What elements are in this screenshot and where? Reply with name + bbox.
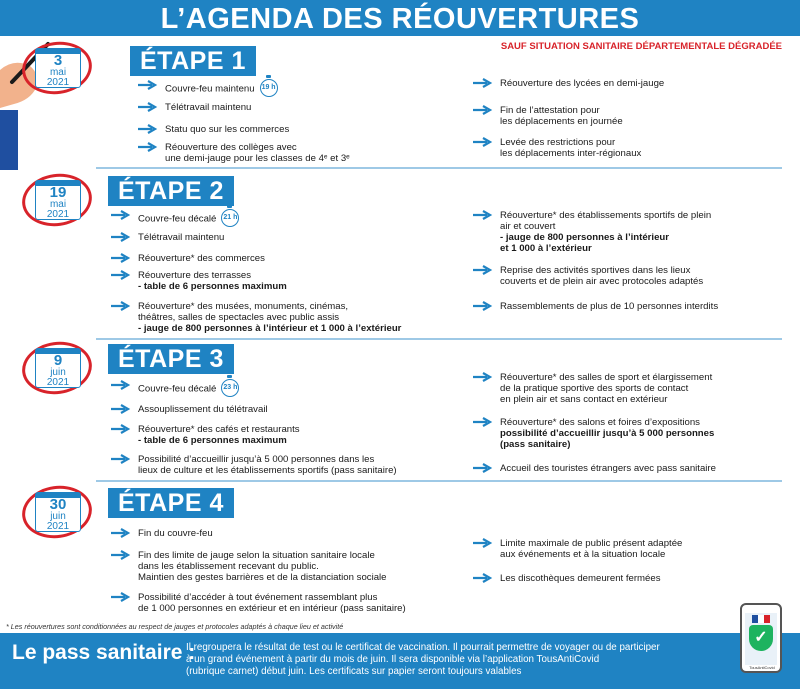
page-subtitle: SAUF SITUATION SANITAIRE DÉPARTEMENTALE DÉGRADÉE	[500, 41, 782, 52]
stage-4	[0, 482, 800, 622]
arrow-icon	[111, 380, 131, 390]
list-item: Couvre-feu décalé 21 h	[138, 210, 239, 228]
arrow-icon	[473, 210, 493, 220]
list-item: Fin du couvre-feu	[138, 528, 213, 539]
calendar-sheet	[35, 48, 81, 88]
arrow-icon	[473, 137, 493, 147]
arrow-icon	[111, 424, 131, 434]
list-item: Reprise des activités sportives dans les lieux couverts et de plein air avec protocoles adaptés	[500, 265, 703, 287]
date-month: juin	[50, 367, 66, 378]
arrow-icon	[111, 592, 131, 602]
arrow-icon	[473, 78, 493, 88]
date-day: 9	[53, 352, 63, 369]
arrow-icon	[473, 417, 493, 427]
pass-description: Il regroupera le résultat de test ou le certificat de vaccination. Il pourrait permettre de voyager ou de participer à un grand événement à partir du mois de juin. Il sera disponible via l’application TousAntiCovid (rubrique carnet) début juin. Les certificats sur papier seront toujours valables	[186, 642, 660, 677]
calendar-icon	[22, 486, 102, 538]
arrow-icon	[111, 404, 131, 414]
divider	[96, 167, 782, 169]
flag-icon	[752, 615, 770, 623]
list-item: Télétravail maintenu	[165, 102, 251, 113]
pass-sanitaire-band	[0, 633, 800, 689]
calendar-icon	[22, 342, 102, 394]
arrow-icon	[473, 105, 493, 115]
stage-3	[0, 340, 800, 482]
list-item: Réouverture des terrasses - table de 6 personnes maximum	[138, 270, 287, 292]
list-item: Réouverture* des établissements sportifs de plein air et couvert - jauge de 800 personnes à l’intérieur et 1 000 à l’extérieur	[500, 210, 711, 254]
list-item: Levée des restrictions pour les déplacements inter-régionaux	[500, 137, 641, 159]
arrow-icon	[111, 528, 131, 538]
list-item: Fin de l’attestation pour les déplacements en journée	[500, 105, 623, 127]
stage-title: ÉTAPE 4	[108, 488, 234, 518]
list-item: Accueil des touristes étrangers avec pass sanitaire	[500, 463, 716, 474]
arrow-icon	[138, 124, 158, 134]
list-item: Télétravail maintenu	[138, 232, 224, 243]
stage-title: ÉTAPE 3	[108, 344, 234, 374]
list-item: Fin des limite de jauge selon la situation sanitaire locale dans les établissement recevant du public. Maintien des gestes barrières et de la distanciation sociale	[138, 550, 387, 583]
list-item: Réouverture des lycées en demi-jauge	[500, 78, 664, 89]
list-item: Réouverture* des musées, monuments, cinémas, théâtres, salles de spectacles avec public assis - jauge de 800 personnes à l’intérieur et 1 000 à l’extérieur	[138, 301, 401, 334]
date-year: 2021	[46, 521, 70, 532]
arrow-icon	[138, 80, 158, 90]
date-year: 2021	[46, 377, 70, 388]
arrow-icon	[473, 301, 493, 311]
list-item: Couvre-feu décalé 23 h	[138, 380, 239, 398]
arrow-icon	[111, 253, 131, 263]
list-item: Couvre-feu maintenu 19 h	[165, 80, 278, 98]
stage-title: ÉTAPE 1	[130, 46, 256, 76]
list-item: Réouverture* des cafés et restaurants - table de 6 personnes maximum	[138, 424, 300, 446]
date-month: mai	[49, 199, 67, 210]
arrow-icon	[473, 538, 493, 548]
list-item: Réouverture* des commerces	[138, 253, 265, 264]
check-shield-icon: ✓	[749, 625, 773, 651]
page-title: L’AGENDA DES RÉOUVERTURES	[160, 3, 640, 35]
app-name: TousAntiCovid	[749, 665, 775, 670]
list-item: Possibilité d’accéder à tout événement rassemblant plus de 1 000 personnes en extérieur et en intérieur (pass sanitaire)	[138, 592, 406, 614]
list-item: Réouverture des collèges avec une demi-jauge pour les classes de 4ᵉ et 3ᵉ	[165, 142, 350, 164]
calendar-sheet	[35, 492, 81, 532]
phone-app-icon	[740, 603, 782, 673]
list-item: Limite maximale de public présent adaptée aux événements et à la situation locale	[500, 538, 682, 560]
arrow-icon	[111, 210, 131, 220]
arrow-icon	[473, 372, 493, 382]
list-item: Rassemblements de plus de 10 personnes interdits	[500, 301, 718, 312]
calendar-sheet	[35, 180, 81, 220]
arrow-icon	[111, 301, 131, 311]
date-year: 2021	[46, 77, 70, 88]
clock-icon: 21 h	[221, 209, 239, 227]
arrow-icon	[111, 454, 131, 464]
date-day: 19	[49, 184, 67, 201]
pass-label: Le pass sanitaire :	[12, 641, 196, 664]
clock-icon: 23 h	[221, 379, 239, 397]
calendar-icon	[22, 174, 102, 226]
date-day: 3	[53, 52, 63, 69]
list-item: Réouverture* des salons et foires d’expositions possibilité d’accueillir jusqu’à 5 000 personnes (pass sanitaire)	[500, 417, 714, 450]
date-month: juin	[50, 511, 66, 522]
date-month: mai	[49, 67, 67, 78]
footnote: * Les réouvertures sont conditionnées au respect de jauges et protocoles adaptés à chaque lieu et activité	[6, 622, 344, 631]
arrow-icon	[138, 102, 158, 112]
date-day: 30	[49, 496, 67, 513]
arrow-icon	[473, 573, 493, 583]
list-item: Assouplissement du télétravail	[138, 404, 268, 415]
stage-title: ÉTAPE 2	[108, 176, 234, 206]
stage-2	[0, 170, 800, 340]
arrow-icon	[473, 265, 493, 275]
header-bar	[0, 0, 800, 36]
list-item: Possibilité d’accueillir jusqu’à 5 000 personnes dans les lieux de culture et les établissements sportifs (pass sanitaire)	[138, 454, 397, 476]
list-item: Statu quo sur les commerces	[165, 124, 289, 135]
arrow-icon	[111, 232, 131, 242]
date-year: 2021	[46, 209, 70, 220]
arrow-icon	[138, 142, 158, 152]
arrow-icon	[473, 463, 493, 473]
list-item: Les discothèques demeurent fermées	[500, 573, 661, 584]
list-item: Réouverture* des salles de sport et élargissement de la pratique sportive des sports de contact en plein air et sans contact en extérieur	[500, 372, 712, 405]
arrow-icon	[111, 550, 131, 560]
clock-icon: 19 h	[260, 79, 278, 97]
calendar-sheet	[35, 348, 81, 388]
stage-1	[0, 36, 800, 170]
arrow-icon	[111, 270, 131, 280]
calendar-icon	[22, 42, 102, 94]
